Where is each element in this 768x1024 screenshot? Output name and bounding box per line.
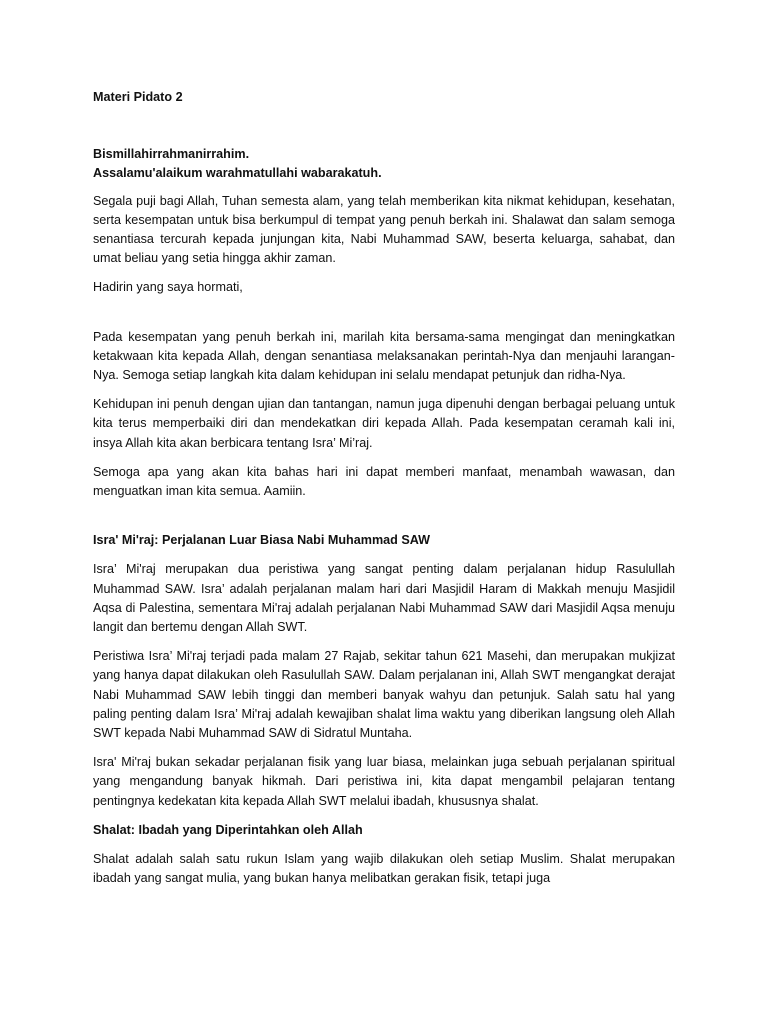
body-paragraph-6: Isra' Mi'raj bukan sekadar perjalanan fisik yang luar biasa, melainkan juga sebuah perjalanan spiritual yang mengandung banyak hikmah. Dari peristiwa ini, kita dapat mengambil pelajaran tentang pentingnya kedekatan kita kepada Allah SWT melalui ibadah, khususnya shalat. — [93, 755, 675, 808]
document-page — [93, 88, 675, 899]
audience-address: Hadirin yang saya hormati, — [93, 280, 243, 295]
section-heading-isra-miraj: Isra' Mi'raj: Perjalanan Luar Biasa Nabi Muhammad SAW — [93, 533, 431, 548]
intro-paragraph: Segala puji bagi Allah, Tuhan semesta alam, yang telah memberikan kita nikmat kehidupan, kesehatan, serta kesempatan untuk bisa berkumpul di tempat yang penuh berkah ini. Shalawat dan salam semoga senantiasa tercurah kepada junjungan kita, Nabi Muhammad SAW, beserta keluarga, sahabat, dan umat beliau yang setia hingga akhir zaman. — [93, 193, 675, 266]
opening-greeting — [93, 145, 675, 183]
body-paragraph-1: Pada kesempatan yang penuh berkah ini, marilah kita bersama-sama mengingat dan meningkatkan ketakwaan kita kepada Allah, dengan senantiasa melaksanakan perintah-Nya dan menjauhi larangan-Nya. Semoga setiap langkah kita dalam kehidupan ini selalu mendapat petunjuk dan ridha-Nya. — [93, 329, 675, 383]
body-paragraph-3: Semoga apa yang akan kita bahas hari ini dapat memberi manfaat, menambah wawasan, dan menguatkan iman kita semua. Aamiin. — [93, 464, 675, 499]
body-paragraph-5: Peristiwa Isra’ Mi'raj terjadi pada malam 27 Rajab, sekitar tahun 621 Masehi, dan merupakan mukjizat yang hanya dapat dilakukan oleh Rasulullah SAW. Dalam perjalanan ini, Allah SWT mengangkat derajat Nabi Muhammad SAW lebih tinggi dan memberi banyak wahyu dan petunjuk. Salah satu hal yang paling penting dalam Isra’ Mi'raj adalah kewajiban shalat lima waktu yang diberikan langsung oleh Allah SWT kepada Nabi Muhammad SAW di Sidratul Muntaha. — [93, 649, 675, 741]
section-heading-shalat: Shalat: Ibadah yang Diperintahkan oleh Allah — [93, 822, 363, 837]
body-paragraph-7: Shalat adalah salah satu rukun Islam yang wajib dilakukan oleh setiap Muslim. Shalat merupakan ibadah yang sangat mulia, yang bukan hanya melibatkan gerakan fisik, tetapi juga — [93, 852, 675, 886]
body-paragraph-4: Isra’ Mi'raj merupakan dua peristiwa yang sangat penting dalam perjalanan hidup Rasulullah Muhammad SAW. Isra’ adalah perjalanan malam hari dari Masjidil Haram di Makkah menuju Masjidil Aqsa di Palestina, sementara Mi'raj adalah perjalanan Nabi Muhammad SAW dari Masjidil Aqsa menuju langit dan bertemu dengan Allah SWT. — [93, 562, 675, 635]
document-title: Materi Pidato 2 — [93, 90, 183, 104]
opening-line-basmalah: Bismillahirrahmanirrahim. — [93, 147, 250, 162]
body-paragraph-2: Kehidupan ini penuh dengan ujian dan tantangan, namun juga dipenuhi dengan berbagai peluang untuk kita terus memperbaiki diri dan mendekatkan diri kepada Allah. Pada kesempatan ceramah kali ini, insya Allah kita akan berbicara tentang Isra’ Mi’raj. — [93, 397, 675, 450]
opening-line-salam: Assalamu'alaikum warahmatullahi wabarakatuh. — [93, 166, 382, 181]
